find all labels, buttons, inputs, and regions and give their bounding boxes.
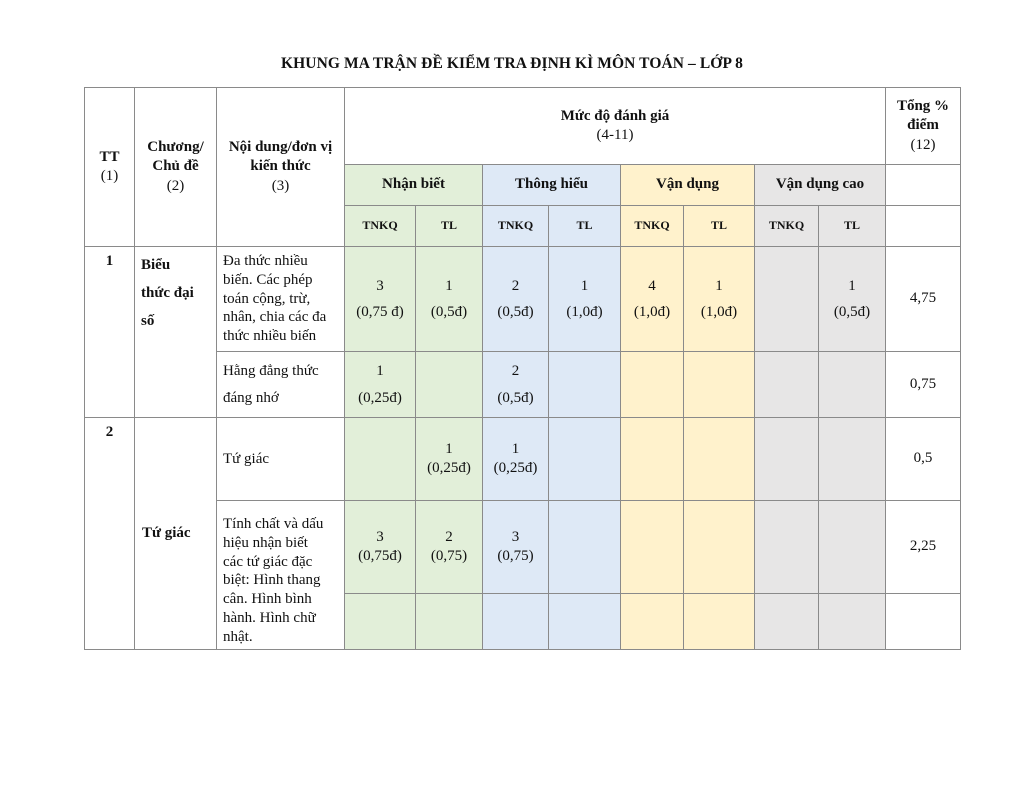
empty-cell xyxy=(886,594,961,650)
count-cell: 2 (0,75) xyxy=(416,501,483,594)
content-header: Nội dung/đơn vị kiến thức (3) xyxy=(217,88,345,247)
row-number: 1 xyxy=(85,247,135,418)
count-cell: 2 (0,5đ) xyxy=(483,352,549,418)
count-cell xyxy=(684,418,755,501)
row-number: 2 xyxy=(85,418,135,650)
count-cell xyxy=(755,418,819,501)
empty-cell xyxy=(549,594,621,650)
count-cell: 1 (1,0đ) xyxy=(684,247,755,352)
count-cell: 1 (1,0đ) xyxy=(549,247,621,352)
table-row xyxy=(85,247,961,352)
count-cell xyxy=(345,418,416,501)
count-cell xyxy=(549,418,621,501)
count-cell xyxy=(549,501,621,594)
count-cell xyxy=(819,352,886,418)
table-row xyxy=(85,418,961,501)
subcol-header: TNKQ xyxy=(621,206,684,247)
content-cell: Tính chất và dấu hiệu nhận biết các tứ giác đặc biệt: Hình thang cân. Hình bình hành. Hình chữ nhật. xyxy=(217,501,345,650)
level-advanced-header: Vận dụng cao xyxy=(755,165,886,206)
count-cell xyxy=(621,418,684,501)
content-cell: Đa thức nhiều biến. Các phép toán cộng, trừ, nhân, chia các đa thức nhiều biến xyxy=(217,247,345,352)
subcol-header: TNKQ xyxy=(755,206,819,247)
count-cell xyxy=(684,352,755,418)
table-row xyxy=(85,352,961,418)
total-percent: 4,75 xyxy=(886,247,961,352)
empty-cell xyxy=(416,594,483,650)
document-title: KHUNG MA TRẬN ĐỀ KIỂM TRA ĐỊNH KÌ MÔN TOÁN – LỚP 8 xyxy=(280,55,743,72)
count-cell: 1 (0,25đ) xyxy=(483,418,549,501)
count-cell xyxy=(684,501,755,594)
count-cell xyxy=(819,418,886,501)
assessment-level-header: Mức độ đánh giá (4-11) xyxy=(345,88,886,165)
empty-cell xyxy=(483,594,549,650)
count-cell xyxy=(819,501,886,594)
count-cell: 3 (0,75 đ) xyxy=(345,247,416,352)
level-understand-header: Thông hiểu xyxy=(483,165,621,206)
total-empty-cell xyxy=(886,206,961,247)
total-percent: 0,5 xyxy=(886,418,961,501)
tt-header: TT (1) xyxy=(85,88,135,247)
chapter-header: Chương/ Chủ đề (2) xyxy=(135,88,217,247)
subcol-header: TNKQ xyxy=(345,206,416,247)
count-cell: 1 (0,5đ) xyxy=(416,247,483,352)
count-cell: 1 (0,5đ) xyxy=(819,247,886,352)
count-cell xyxy=(755,247,819,352)
count-cell xyxy=(621,501,684,594)
content-cell: Hằng đẳng thức đáng nhớ xyxy=(217,352,345,418)
count-cell xyxy=(549,352,621,418)
chapter-cell: Tứ giác xyxy=(135,418,217,650)
count-cell xyxy=(755,501,819,594)
empty-cell xyxy=(345,594,416,650)
empty-cell xyxy=(755,594,819,650)
count-cell: 1 (0,25đ) xyxy=(416,418,483,501)
total-percent: 2,25 xyxy=(886,501,961,594)
subcol-header: TL xyxy=(819,206,886,247)
count-cell xyxy=(416,352,483,418)
total-empty-cell xyxy=(886,165,961,206)
count-cell: 1 (0,25đ) xyxy=(345,352,416,418)
table-row xyxy=(85,501,961,594)
count-cell: 3 (0,75đ) xyxy=(345,501,416,594)
empty-cell xyxy=(621,594,684,650)
empty-cell xyxy=(819,594,886,650)
level-apply-header: Vận dụng xyxy=(621,165,755,206)
level-recognize-header: Nhận biết xyxy=(345,165,483,206)
subcol-header: TL xyxy=(416,206,483,247)
subcol-header: TL xyxy=(549,206,621,247)
count-cell: 4 (1,0đ) xyxy=(621,247,684,352)
count-cell: 3 (0,75) xyxy=(483,501,549,594)
count-cell xyxy=(621,352,684,418)
empty-cell xyxy=(684,594,755,650)
header-row-1 xyxy=(85,88,961,165)
total-header: Tổng % điểm (12) xyxy=(886,88,961,165)
count-cell: 2 (0,5đ) xyxy=(483,247,549,352)
chapter-cell: Biểu thức đại số xyxy=(135,247,217,418)
count-cell xyxy=(755,352,819,418)
total-percent: 0,75 xyxy=(886,352,961,418)
assessment-matrix-table xyxy=(84,87,961,650)
subcol-header: TL xyxy=(684,206,755,247)
subcol-header: TNKQ xyxy=(483,206,549,247)
content-cell: Tứ giác xyxy=(217,418,345,501)
